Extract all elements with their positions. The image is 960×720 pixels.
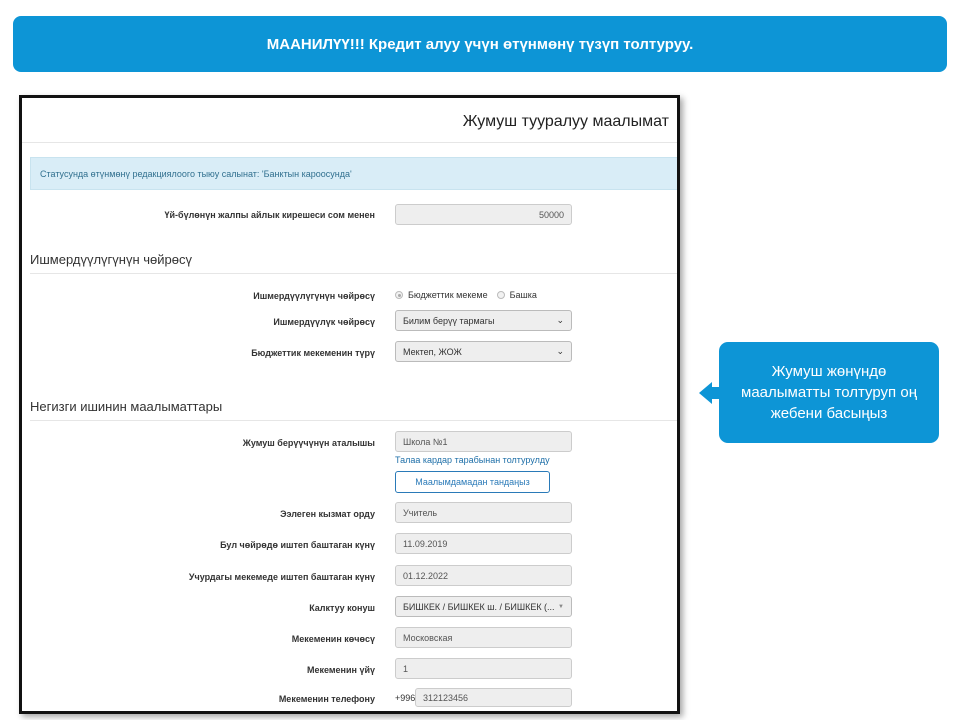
phone-value: 312123456 — [423, 692, 469, 703]
house-input[interactable] — [395, 658, 572, 679]
radio-budget-institution-label: Бюджеттик мекеме — [408, 290, 488, 300]
choose-from-directory-label: Маалымдамадан тандаңыз — [415, 477, 530, 487]
page-header — [22, 98, 677, 143]
status-alert — [30, 157, 680, 190]
current-start-label: Учурдагы мекемеде иштеп баштаган күнү — [188, 572, 375, 582]
locality-value: БИШКЕК / БИШКЕК ш. / БИШКЕК (... — [403, 601, 555, 612]
caret-down-icon: ▼ — [558, 603, 564, 610]
left-arrow-icon — [699, 382, 712, 404]
radio-budget-institution[interactable] — [395, 291, 403, 299]
activity-sphere-radio-group[interactable] — [395, 290, 537, 300]
section-activity-heading: Ишмердүүлүгүнүн чөйрөсү — [30, 252, 680, 274]
alert-text: Статусунда өтүнмөнү редакциялоого тыюу салынат: 'Банктын кароосунда' — [40, 168, 352, 179]
current-start-value: 01.12.2022 — [403, 570, 449, 581]
position-label: Ээлеген кызмат орду — [280, 509, 375, 519]
chevron-down-icon: ⌄ — [556, 346, 564, 356]
field-start-label: Бул чөйрөдө иштеп баштаган күнү — [220, 540, 375, 550]
activity-field-value: Билим берүү тармагы — [403, 315, 495, 326]
employer-input[interactable] — [395, 431, 572, 452]
activity-field-select[interactable] — [395, 310, 572, 331]
field-start-input[interactable] — [395, 533, 572, 554]
institution-type-select[interactable] — [395, 341, 572, 362]
employer-label: Жумуш берүүчүнүн аталышы — [242, 438, 375, 448]
position-value: Учитель — [403, 507, 438, 518]
radio-other[interactable] — [497, 291, 505, 299]
income-value: 50000 — [538, 209, 564, 220]
position-input[interactable] — [395, 502, 572, 523]
chevron-down-icon: ⌄ — [556, 315, 564, 325]
current-start-input[interactable] — [395, 565, 572, 586]
choose-from-directory-button[interactable] — [395, 471, 550, 493]
income-input[interactable] — [395, 204, 572, 225]
important-banner — [13, 16, 947, 72]
activity-sphere-label: Ишмердүүлүгүнүн чөйрөсү — [253, 291, 375, 301]
callout-text: Жумуш жөнүндө маалыматты толтуруп оң жебени басыңыз — [741, 363, 917, 422]
institution-type-label: Бюджеттик мекеменин түрү — [251, 348, 375, 358]
street-value: Московская — [403, 632, 453, 643]
section-main-job-heading: Негизги ишинин маалыматтары — [30, 399, 680, 421]
employer-hint: Талаа кардар тарабынан толтурулду — [395, 455, 550, 465]
activity-field-label: Ишмердүүлүк чөйрөсү — [273, 317, 375, 327]
street-label: Мекеменин көчөсү — [291, 634, 375, 644]
income-label: Үй-бүлөнүн жалпы айлык кирешеси сом менен — [164, 210, 375, 220]
house-label: Мекеменин үйү — [306, 665, 375, 675]
radio-other-label: Башка — [509, 290, 537, 300]
page-title: Жумуш тууралуу маалымат — [462, 113, 669, 130]
employer-value: Школа №1 — [403, 436, 448, 447]
phone-prefix: +996 — [395, 693, 416, 703]
field-start-value: 11.09.2019 — [403, 538, 448, 549]
form-screenshot — [19, 95, 680, 714]
phone-label: Мекеменин телефону — [278, 694, 375, 704]
locality-label: Калктуу конуш — [309, 603, 375, 613]
house-value: 1 — [403, 663, 409, 674]
phone-input[interactable] — [415, 688, 572, 707]
locality-select[interactable] — [395, 596, 572, 617]
instruction-callout — [719, 342, 939, 443]
banner-text: МААНИЛҮҮ!!! Кредит алуу үчүн өтүнмөнү түзүп толтуруу. — [266, 35, 694, 53]
street-input[interactable] — [395, 627, 572, 648]
institution-type-value: Мектеп, ЖОЖ — [403, 346, 462, 357]
